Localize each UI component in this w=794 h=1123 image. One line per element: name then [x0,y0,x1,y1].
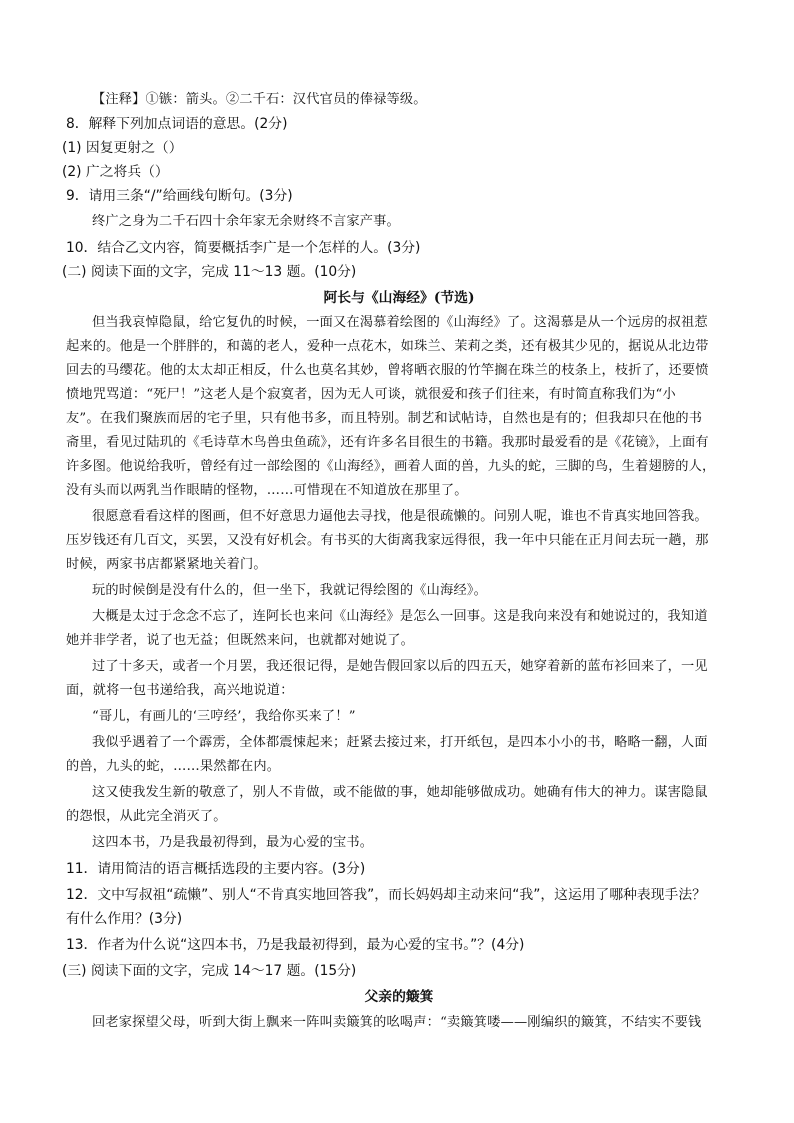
passage-line: 没有头而以两乳当作眼睛的怪物，……可惜现在不知道放在那里了。 [66,483,468,498]
question-13: 13．作者为什么说“这四本书，乃是我最初得到，最为心爱的宝书。”？(4分) [66,937,525,953]
passage-line: 玩的时候倒是没有什么的，但一坐下，我就记得绘图的《山海经》。 [92,583,488,598]
passage-line: 压岁钱还有几百文，买罢，又没有好机会。有书买的大街离我家远得很，我一年中只能在正月间去玩一趟，那 [66,533,709,548]
passage-line: 时候，两家书店都紧紧地关着门。 [66,557,267,572]
passage-line: 很愿意看看这样的图画，但不好意思力逼他去寻找，他是很疏懒的。问别人呢，谁也不肯真实地回答我。 [92,509,708,524]
section-3-heading: (三) 阅读下面的文字，完成 14～17 题。(15分) [62,963,357,979]
annotation-note: 【注释】①镞：箭头。②二千石：汉代官员的俸禄等级。 [92,92,427,107]
passage-line: 友”。在我们聚族而居的宅子里，只有他书多，而且特别。制艺和试帖诗，自然也是有的；但我却只在他的书 [66,411,703,426]
question-11: 11．请用简洁的语言概括选段的主要内容。(3分) [66,861,366,877]
passage-line: 面，就将一包书递给我，高兴地说道： [66,683,294,698]
question-8-item-1: (1) 因复更射之（） [62,140,183,156]
passage-line: 这四本书，乃是我最初得到，最为心爱的宝书。 [92,835,374,850]
passage-title-father-basket: 父亲的簸箕 [364,989,434,1005]
passage-line: 但当我哀悼隐鼠，给它复仇的时候，一面又在渴慕着绘图的《山海经》了。这渴慕是从一个远房的叔祖惹 [92,315,708,330]
question-12-continued: 有什么作用？(3分) [66,911,183,927]
question-9: 9．请用三条“/”给画线句断句。(3分) [66,188,293,204]
question-8: 8．解释下列加点词语的意思。(2分) [66,116,288,132]
question-12: 12．文中写叔祖“疏懒”、别人“不肯真实地回答我”，而长妈妈却主动来问“我”，这运用了哪种表现手法？ [66,887,706,903]
passage-line: 她并非学者，说了也无益；但既然来问，也就都对她说了。 [66,633,415,648]
question-10: 10．结合乙文内容，简要概括李广是一个怎样的人。(3分) [66,240,421,256]
passage-line: 许多图。他说给我听，曾经有过一部绘图的《山海经》，画着人面的兽，九头的蛇，三脚的鸟，生着翅膀的人， [66,459,716,474]
passage-line: 回去的马缨花。他的太太却正相反，什么也莫名其妙，曾将晒衣服的竹竿搁在珠兰的枝条上，枝折了，还要愤 [66,363,709,378]
passage-line: 斋里，看见过陆玑的《毛诗草木鸟兽虫鱼疏》，还有许多名目很生的书籍。我那时最爱看的是《花镜》，上面有 [66,435,709,450]
passage-line: 的兽，九头的蛇，……果然都在内。 [66,759,281,774]
passage-line: 大概是太过于念念不忘了，连阿长也来问《山海经》是怎么一回事。这是我向来没有和她说过的，我知道 [92,609,708,624]
passage-line: 愤地咒骂道：“死尸！”这老人是个寂寞者，因为无人可谈，就很爱和孩子们往来，有时简直称我们为“小 [66,387,676,402]
passage-line: 过了十多天，或者一个月罢，我还很记得，是她告假回家以后的四五天，她穿着新的蓝布衫回来了，一见 [92,659,708,674]
passage-line: 的怨恨，从此完全消灭了。 [66,809,227,824]
passage-line: 起来的。他是一个胖胖的，和蔼的老人，爱种一点花木，如珠兰、茉莉之类，还有极其少见的，据说从北边带 [66,339,709,354]
passage-line: 我似乎遇着了一个霹雳，全体都震悚起来；赶紧去接过来，打开纸包，是四本小小的书，略略一翻，人面 [92,735,708,750]
passage-line: 回老家探望父母，听到大街上飘来一阵叫卖簸箕的吆喝声：“卖簸箕喽——刚编织的簸箕，不结实不要钱 [92,1015,702,1030]
question-9-sentence: 终广之身为二千石四十余年家无余财终不言家产事。 [92,214,400,229]
passage-line: 这又使我发生新的敬意了，别人不肯做，或不能做的事，她却能够做成功。她确有伟大的神力。谋害隐鼠 [92,785,708,800]
question-8-item-2: (2) 广之将兵（） [62,164,169,180]
passage-line: “哥儿，有画儿的‘三哼经’，我给你买来了！” [92,709,356,724]
passage-title-ah-chang: 阿长与《山海经》(节选) [323,290,475,306]
section-2-heading: (二) 阅读下面的文字，完成 11～13 题。(10分) [62,264,357,280]
